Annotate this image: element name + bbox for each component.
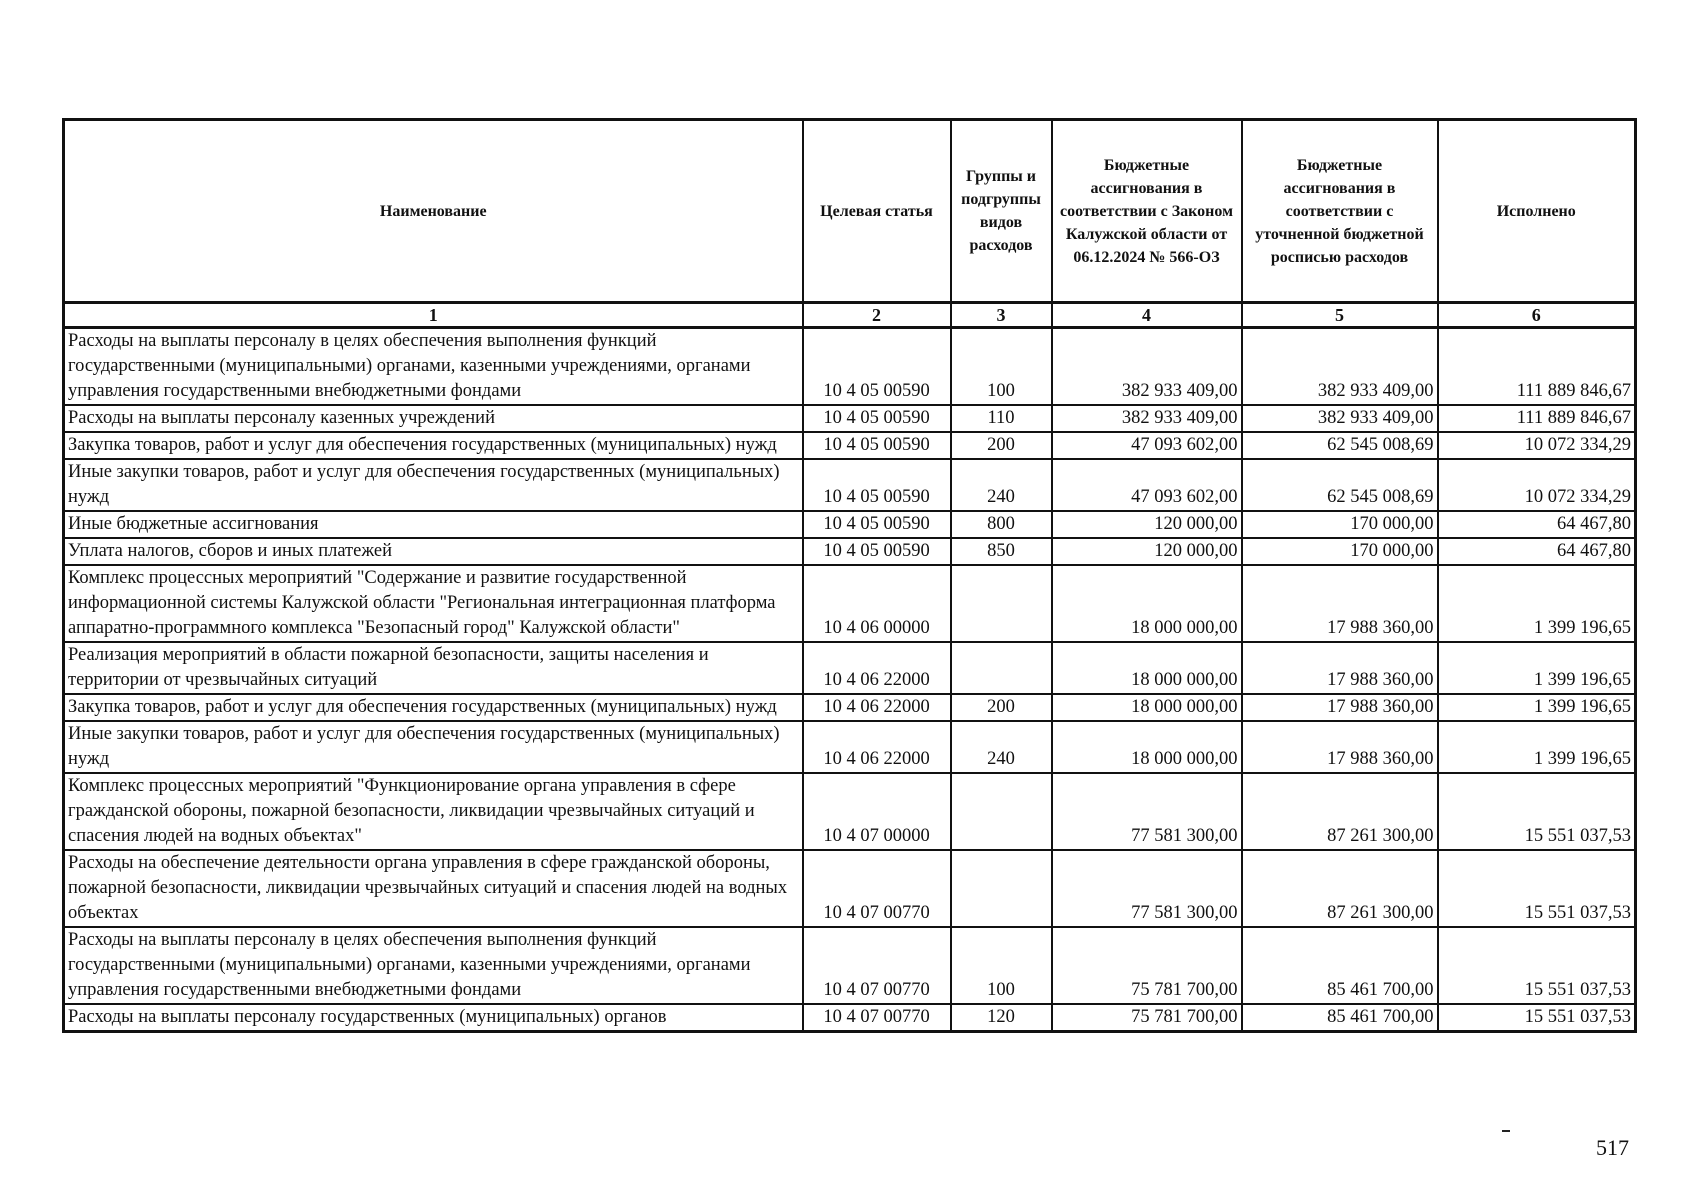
header-expense-groups: Группы и подгруппы видов расходов xyxy=(951,120,1052,303)
cell-refined-allocation: 85 461 700,00 xyxy=(1242,927,1438,1004)
cell-refined-allocation: 382 933 409,00 xyxy=(1242,328,1438,406)
cell-law-allocation: 75 781 700,00 xyxy=(1052,1004,1242,1032)
cell-target-article: 10 4 06 22000 xyxy=(803,721,951,773)
cell-name: Расходы на выплаты персоналу в целях обеспечения выполнения функций государственными (муниципальными) органами, казенными учреждениями, органами управления государственными внебюджетными фондами xyxy=(64,328,803,406)
column-number: 3 xyxy=(951,303,1052,328)
stray-mark xyxy=(1502,1130,1510,1132)
cell-executed: 15 551 037,53 xyxy=(1438,1004,1636,1032)
cell-executed: 1 399 196,65 xyxy=(1438,694,1636,721)
cell-executed: 15 551 037,53 xyxy=(1438,927,1636,1004)
cell-name: Иные закупки товаров, работ и услуг для обеспечения государственных (муниципальных) нужд xyxy=(64,459,803,511)
cell-law-allocation: 120 000,00 xyxy=(1052,538,1242,565)
cell-executed: 1 399 196,65 xyxy=(1438,721,1636,773)
cell-expense-group: 100 xyxy=(951,328,1052,406)
table-row xyxy=(64,405,1636,432)
cell-expense-group xyxy=(951,773,1052,850)
cell-refined-allocation: 62 545 008,69 xyxy=(1242,432,1438,459)
cell-target-article: 10 4 05 00590 xyxy=(803,511,951,538)
cell-target-article: 10 4 05 00590 xyxy=(803,405,951,432)
header-target-article: Целевая статья xyxy=(803,120,951,303)
column-number: 1 xyxy=(64,303,803,328)
table-header-row xyxy=(64,120,1636,303)
cell-executed: 111 889 846,67 xyxy=(1438,328,1636,406)
cell-name: Иные бюджетные ассигнования xyxy=(64,511,803,538)
cell-name: Расходы на обеспечение деятельности органа управления в сфере гражданской обороны, пожарной безопасности, ликвидации чрезвычайных ситуаций и спасения людей на водных объектах xyxy=(64,850,803,927)
cell-refined-allocation: 382 933 409,00 xyxy=(1242,405,1438,432)
table-row xyxy=(64,721,1636,773)
column-number-row xyxy=(64,303,1636,328)
cell-expense-group: 200 xyxy=(951,694,1052,721)
page-number: 517 xyxy=(1596,1135,1629,1160)
header-refined-allocations: Бюджетные ассигнования в соответствии с уточненной бюджетной росписью расходов xyxy=(1242,120,1438,303)
column-number: 4 xyxy=(1052,303,1242,328)
cell-target-article: 10 4 07 00770 xyxy=(803,1004,951,1032)
table-row xyxy=(64,459,1636,511)
table-row xyxy=(64,538,1636,565)
table-row xyxy=(64,694,1636,721)
table-row xyxy=(64,432,1636,459)
cell-law-allocation: 382 933 409,00 xyxy=(1052,405,1242,432)
cell-law-allocation: 77 581 300,00 xyxy=(1052,773,1242,850)
cell-expense-group: 800 xyxy=(951,511,1052,538)
cell-law-allocation: 75 781 700,00 xyxy=(1052,927,1242,1004)
budget-table xyxy=(62,118,1637,1033)
cell-expense-group: 110 xyxy=(951,405,1052,432)
cell-expense-group xyxy=(951,850,1052,927)
cell-name: Расходы на выплаты персоналу в целях обеспечения выполнения функций государственными (муниципальными) органами, казенными учреждениями, органами управления государственными внебюджетными фондами xyxy=(64,927,803,1004)
header-name: Наименование xyxy=(64,120,803,303)
cell-law-allocation: 47 093 602,00 xyxy=(1052,459,1242,511)
cell-law-allocation: 18 000 000,00 xyxy=(1052,694,1242,721)
cell-law-allocation: 47 093 602,00 xyxy=(1052,432,1242,459)
cell-expense-group: 240 xyxy=(951,721,1052,773)
table-row xyxy=(64,850,1636,927)
cell-name: Расходы на выплаты персоналу государственных (муниципальных) органов xyxy=(64,1004,803,1032)
cell-executed: 15 551 037,53 xyxy=(1438,773,1636,850)
cell-refined-allocation: 170 000,00 xyxy=(1242,538,1438,565)
cell-executed: 10 072 334,29 xyxy=(1438,432,1636,459)
table-body xyxy=(64,328,1636,1032)
budget-table-container xyxy=(62,118,1634,1033)
table-row xyxy=(64,328,1636,406)
cell-name: Расходы на выплаты персоналу казенных учреждений xyxy=(64,405,803,432)
cell-target-article: 10 4 05 00590 xyxy=(803,328,951,406)
cell-expense-group: 200 xyxy=(951,432,1052,459)
cell-expense-group: 850 xyxy=(951,538,1052,565)
cell-target-article: 10 4 06 00000 xyxy=(803,565,951,642)
cell-law-allocation: 18 000 000,00 xyxy=(1052,565,1242,642)
column-number: 2 xyxy=(803,303,951,328)
column-number: 6 xyxy=(1438,303,1636,328)
table-row xyxy=(64,565,1636,642)
cell-name: Иные закупки товаров, работ и услуг для обеспечения государственных (муниципальных) нужд xyxy=(64,721,803,773)
cell-target-article: 10 4 07 00770 xyxy=(803,850,951,927)
cell-refined-allocation: 85 461 700,00 xyxy=(1242,1004,1438,1032)
cell-name: Закупка товаров, работ и услуг для обеспечения государственных (муниципальных) нужд xyxy=(64,432,803,459)
cell-expense-group: 240 xyxy=(951,459,1052,511)
cell-refined-allocation: 170 000,00 xyxy=(1242,511,1438,538)
cell-target-article: 10 4 06 22000 xyxy=(803,642,951,694)
cell-refined-allocation: 17 988 360,00 xyxy=(1242,642,1438,694)
cell-expense-group xyxy=(951,565,1052,642)
cell-target-article: 10 4 05 00590 xyxy=(803,538,951,565)
cell-executed: 111 889 846,67 xyxy=(1438,405,1636,432)
cell-expense-group: 120 xyxy=(951,1004,1052,1032)
cell-executed: 1 399 196,65 xyxy=(1438,565,1636,642)
cell-target-article: 10 4 06 22000 xyxy=(803,694,951,721)
table-row xyxy=(64,511,1636,538)
cell-name: Комплекс процессных мероприятий "Функционирование органа управления в сфере гражданской обороны, пожарной безопасности, ликвидации чрезвычайных ситуаций и спасения людей на водных объектах" xyxy=(64,773,803,850)
cell-target-article: 10 4 05 00590 xyxy=(803,459,951,511)
cell-law-allocation: 18 000 000,00 xyxy=(1052,721,1242,773)
cell-executed: 64 467,80 xyxy=(1438,538,1636,565)
cell-refined-allocation: 62 545 008,69 xyxy=(1242,459,1438,511)
cell-executed: 1 399 196,65 xyxy=(1438,642,1636,694)
cell-law-allocation: 77 581 300,00 xyxy=(1052,850,1242,927)
table-row xyxy=(64,773,1636,850)
table-row xyxy=(64,642,1636,694)
cell-law-allocation: 18 000 000,00 xyxy=(1052,642,1242,694)
cell-expense-group: 100 xyxy=(951,927,1052,1004)
cell-executed: 15 551 037,53 xyxy=(1438,850,1636,927)
cell-expense-group xyxy=(951,642,1052,694)
table-row xyxy=(64,1004,1636,1032)
table-row xyxy=(64,927,1636,1004)
cell-name: Реализация мероприятий в области пожарной безопасности, защиты населения и территории от чрезвычайных ситуаций xyxy=(64,642,803,694)
cell-executed: 64 467,80 xyxy=(1438,511,1636,538)
cell-name: Уплата налогов, сборов и иных платежей xyxy=(64,538,803,565)
cell-refined-allocation: 17 988 360,00 xyxy=(1242,565,1438,642)
cell-executed: 10 072 334,29 xyxy=(1438,459,1636,511)
header-law-allocations: Бюджетные ассигнования в соответствии с Законом Калужской области от 06.12.2024 № 566-ОЗ xyxy=(1052,120,1242,303)
cell-refined-allocation: 87 261 300,00 xyxy=(1242,773,1438,850)
cell-refined-allocation: 87 261 300,00 xyxy=(1242,850,1438,927)
cell-refined-allocation: 17 988 360,00 xyxy=(1242,694,1438,721)
header-executed: Исполнено xyxy=(1438,120,1636,303)
cell-name: Закупка товаров, работ и услуг для обеспечения государственных (муниципальных) нужд xyxy=(64,694,803,721)
cell-target-article: 10 4 07 00770 xyxy=(803,927,951,1004)
cell-law-allocation: 120 000,00 xyxy=(1052,511,1242,538)
cell-refined-allocation: 17 988 360,00 xyxy=(1242,721,1438,773)
column-number: 5 xyxy=(1242,303,1438,328)
cell-name: Комплекс процессных мероприятий "Содержание и развитие государственной информационной системы Калужской области "Региональная интеграционная платформа аппаратно-программного комплекса "Безопасный город" Калужской области" xyxy=(64,565,803,642)
cell-target-article: 10 4 07 00000 xyxy=(803,773,951,850)
cell-target-article: 10 4 05 00590 xyxy=(803,432,951,459)
cell-law-allocation: 382 933 409,00 xyxy=(1052,328,1242,406)
